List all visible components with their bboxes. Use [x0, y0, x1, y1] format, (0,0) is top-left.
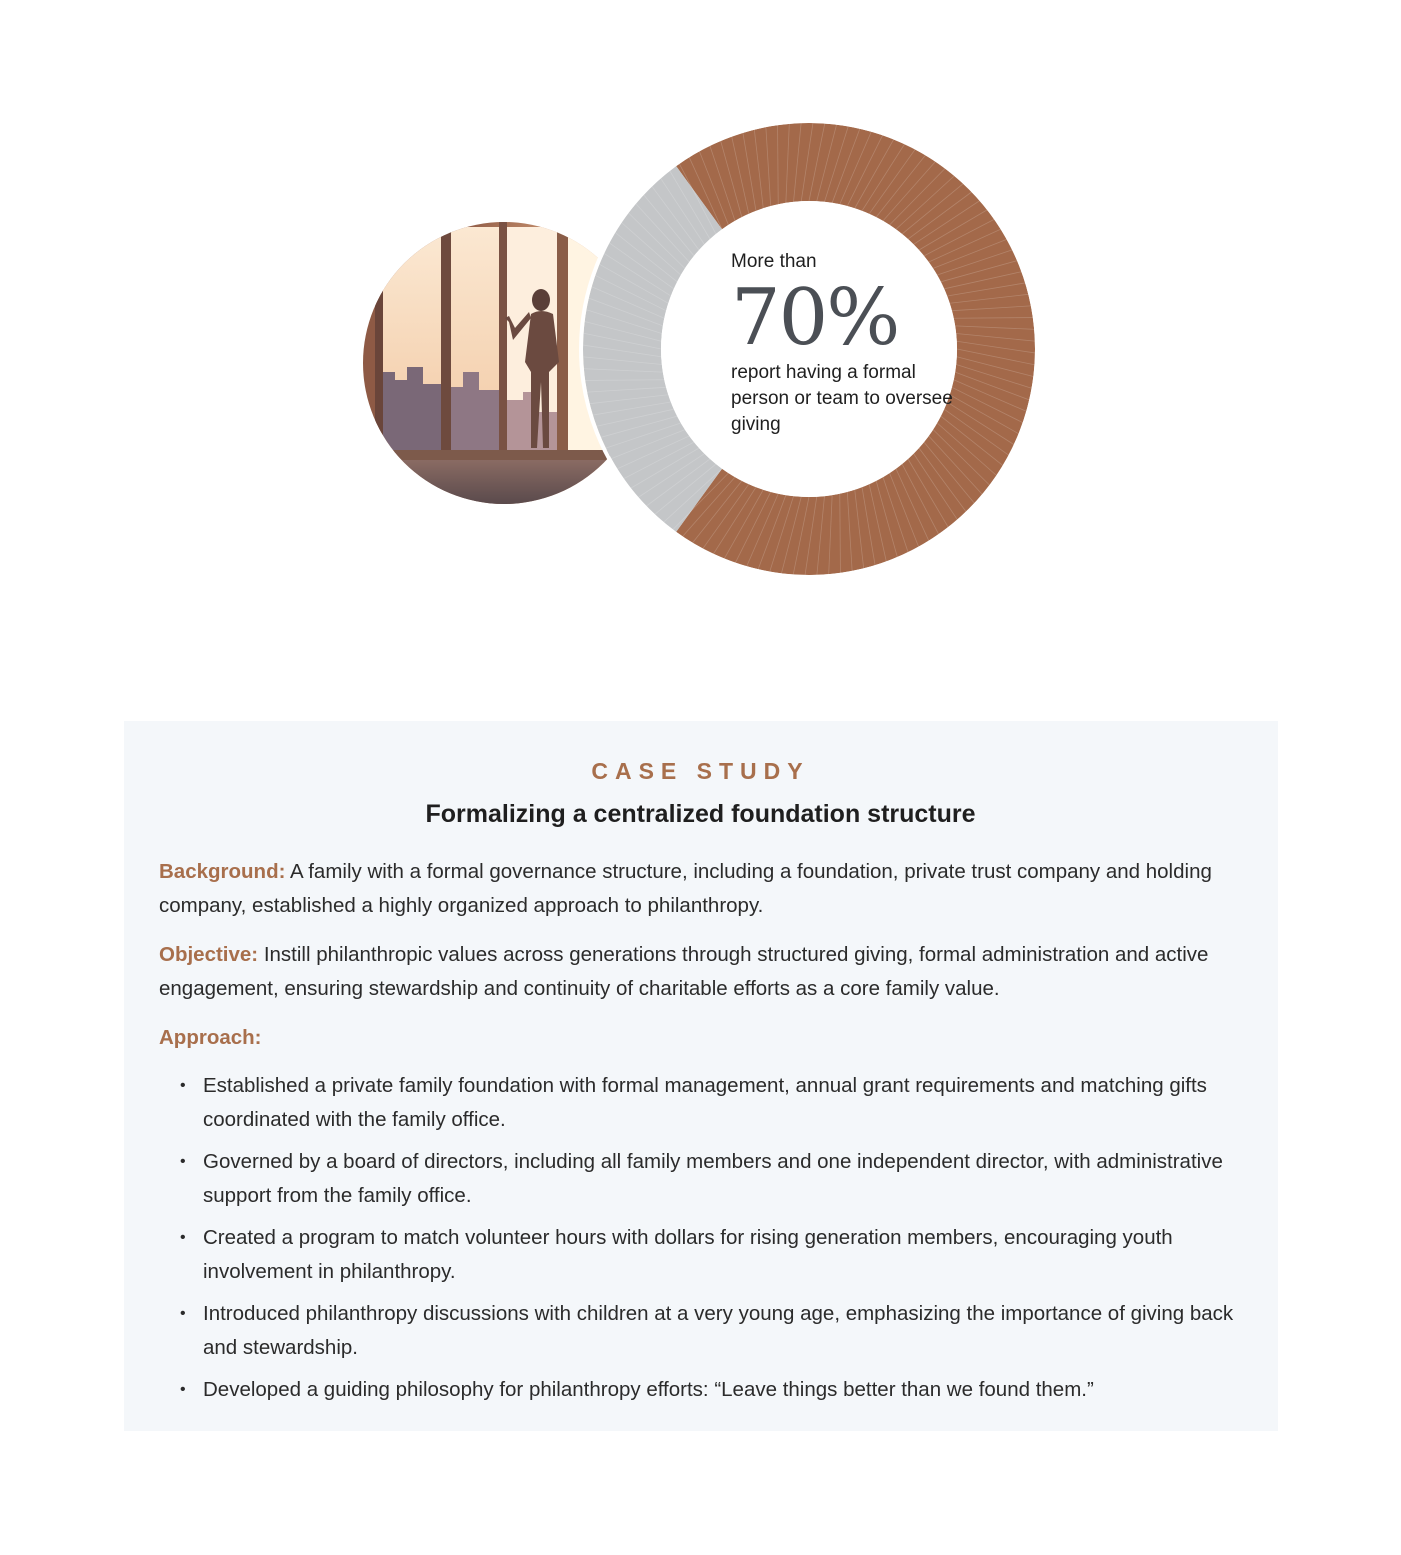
stat-lead-text: More than [731, 251, 817, 272]
case-study-panel [124, 721, 1278, 1431]
approach-list [159, 1069, 1242, 1407]
list-item-text: Established a private family foundation with formal management, annual grant requirements and matching gifts coordinated with the family office. [203, 1074, 1207, 1131]
objective-label: Objective: [159, 943, 259, 966]
donut-chart [0, 0, 1401, 640]
list-item [159, 1297, 1242, 1365]
list-item [159, 1373, 1242, 1407]
list-item-text: Created a program to match volunteer hours with dollars for rising generation members, encouraging youth involvement in philanthropy. [203, 1226, 1173, 1283]
stat-description: report having a formal person or team to oversee giving [731, 362, 953, 435]
statistic-graphic [0, 0, 1401, 640]
bullet-icon: • [180, 1153, 186, 1170]
list-item [159, 1069, 1242, 1137]
bullet-icon: • [180, 1077, 186, 1094]
list-item [159, 1221, 1242, 1289]
list-item-text: Developed a guiding philosophy for philanthropy efforts: “Leave things better than we found them.” [203, 1378, 1094, 1401]
case-study-title: Formalizing a centralized foundation structure [425, 800, 976, 828]
list-item [159, 1145, 1242, 1213]
donut-caption [731, 250, 961, 438]
bullet-icon: • [180, 1381, 186, 1398]
approach-label: Approach: [159, 1026, 262, 1049]
background-label: Background: [159, 860, 286, 883]
list-item-text: Introduced philanthropy discussions with children at a very young age, emphasizing the importance of giving back and stewardship. [203, 1302, 1234, 1359]
case-study-eyebrow: CASE STUDY [591, 758, 810, 784]
bullet-icon: • [180, 1305, 186, 1322]
objective-paragraph [159, 938, 1242, 1006]
objective-text: Instill philanthropic values across generations through structured giving, formal administration and active engagement, ensuring stewardship and continuity of charitable efforts as a core family value. [159, 943, 1209, 1000]
background-text: A family with a formal governance structure, including a foundation, private trust company and holding company, established a highly organized approach to philanthropy. [159, 860, 1212, 917]
list-item-text: Governed by a board of directors, including all family members and one independent director, with administrative support from the family office. [203, 1150, 1223, 1207]
background-paragraph [159, 855, 1242, 923]
bullet-icon: • [180, 1229, 186, 1246]
stat-value: 70% [731, 273, 899, 363]
